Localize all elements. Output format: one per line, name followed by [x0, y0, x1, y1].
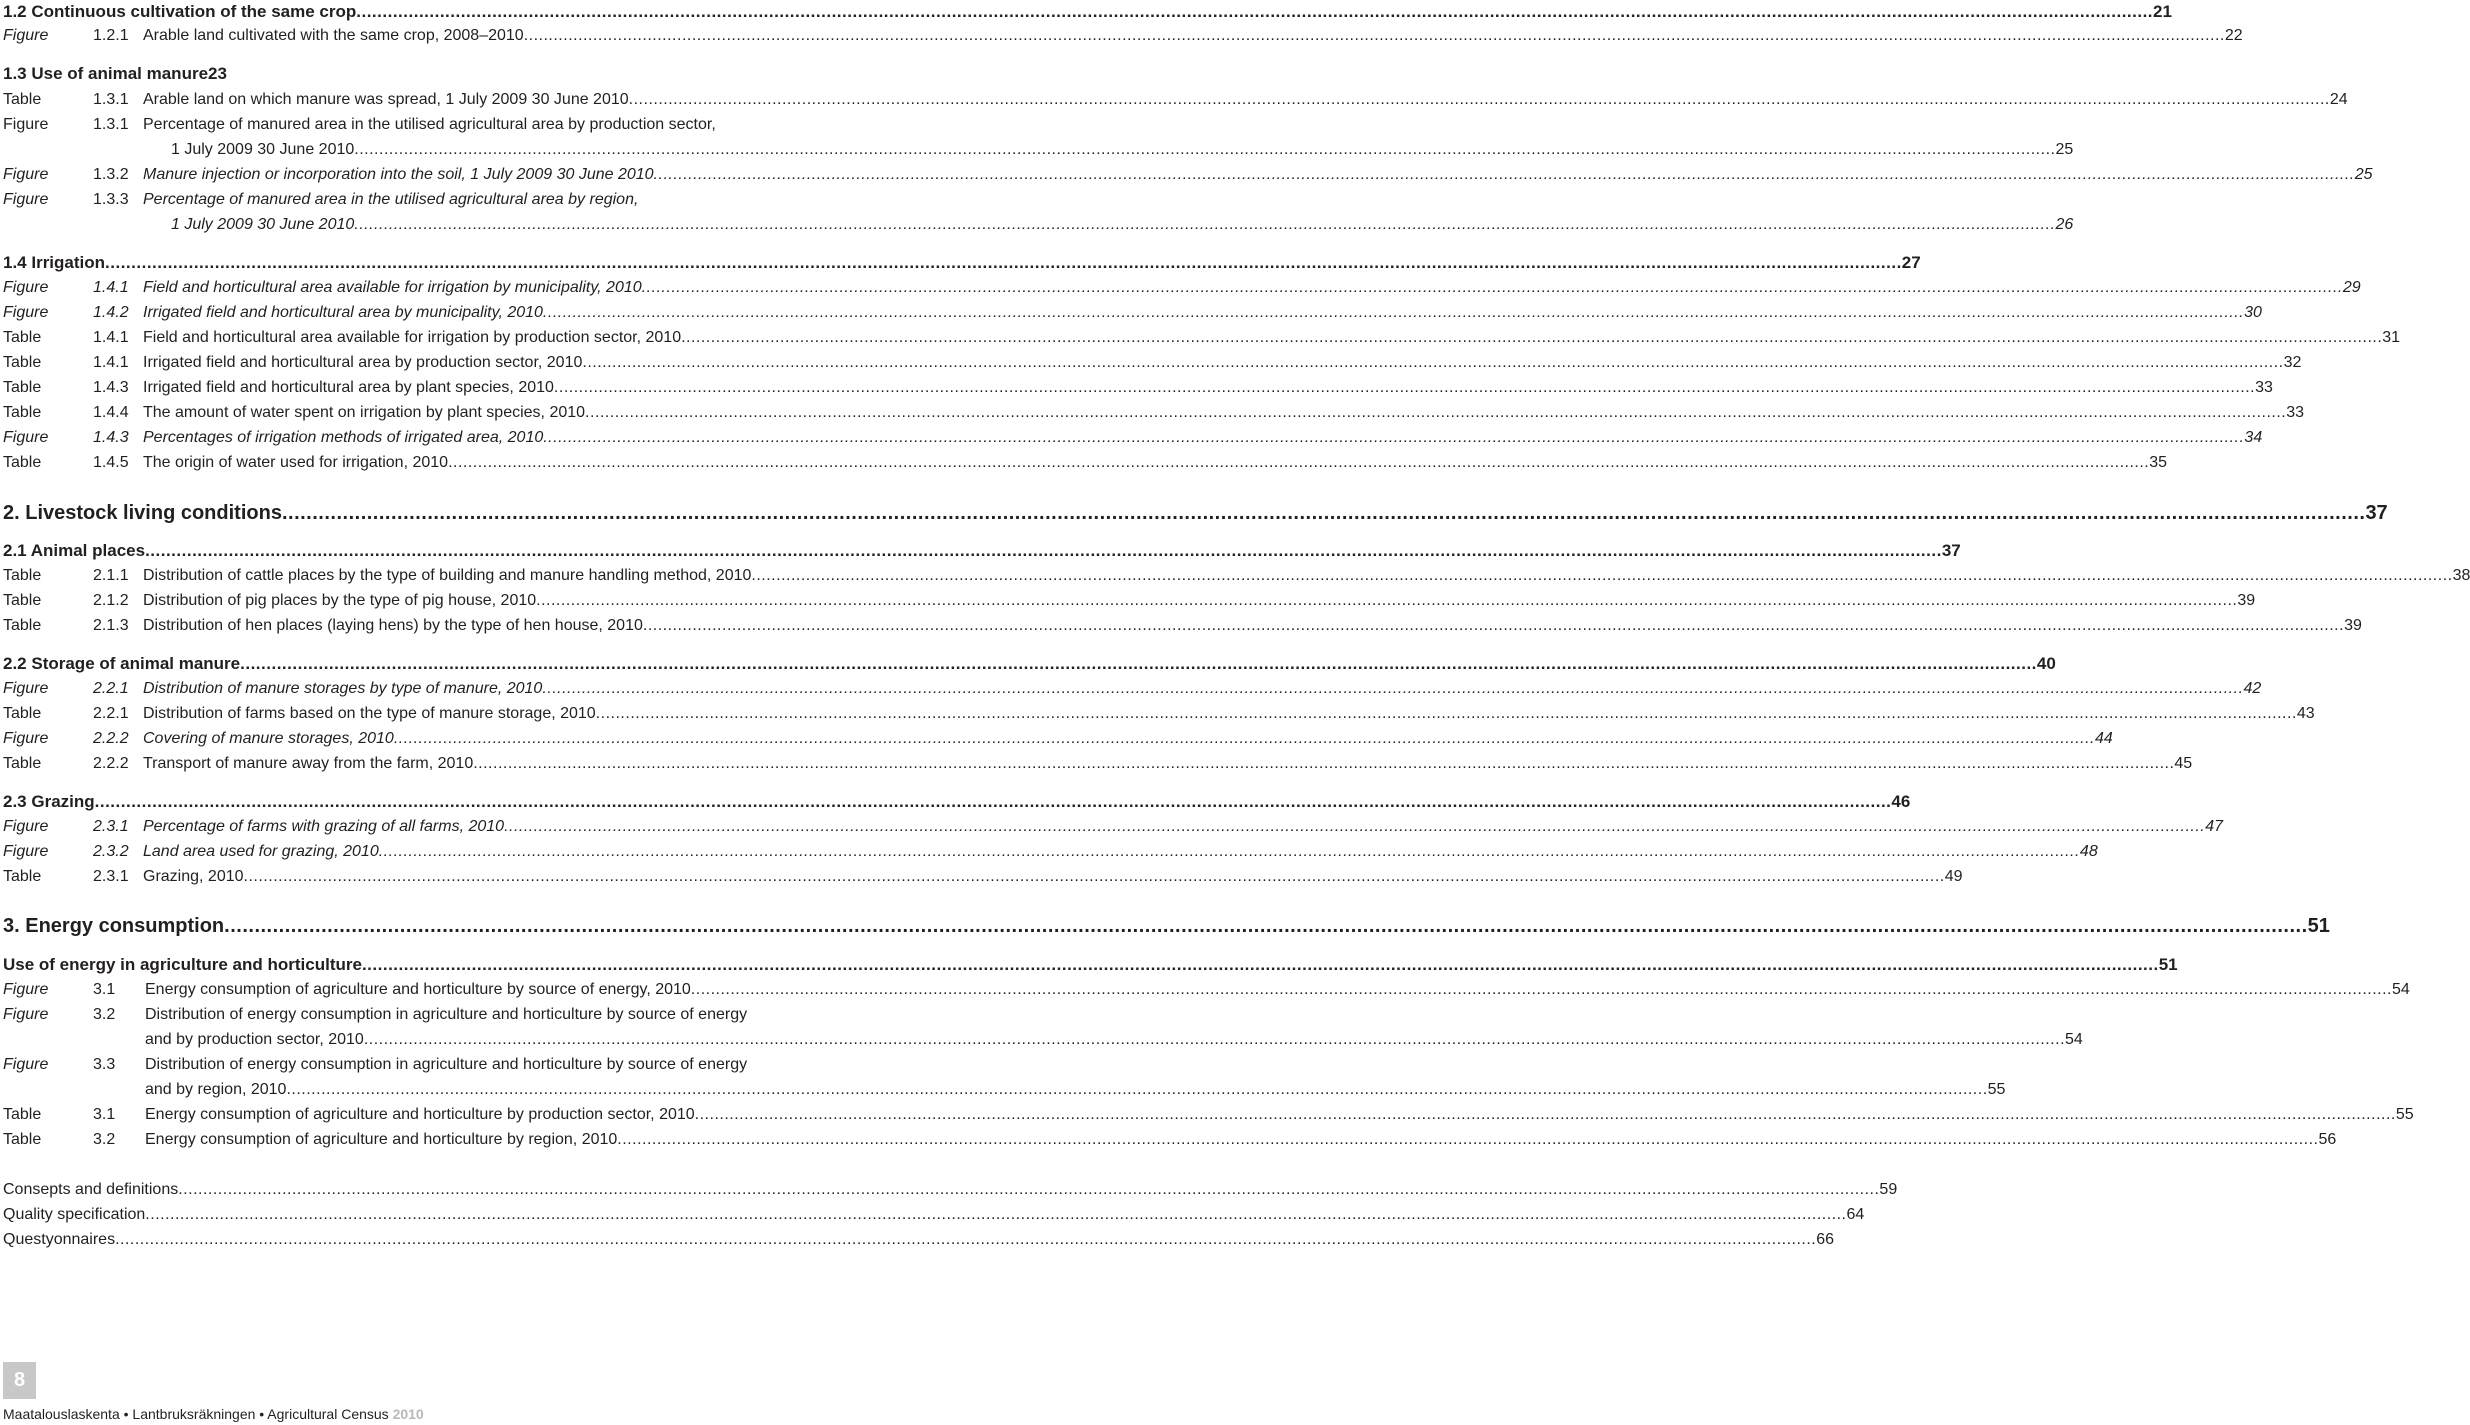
entry-title: Manure injection or incorporation into the soil, 1 July 2009 30 June 2010 [143, 166, 654, 183]
page-ref: 56 [2318, 1131, 2337, 1148]
toc-entry[interactable] [3, 401, 2305, 425]
toc-entry[interactable] [3, 677, 2262, 701]
leader-dots: ........................................................................................................................................................................................................................................................................................................................................................ [653, 166, 2355, 183]
leader-dots: ........................................................................................................................................................................................................................................................................................................................................................ [145, 1206, 1847, 1223]
page-ref: 54 [2065, 1031, 2083, 1048]
entry-number: 3.1 [93, 1106, 116, 1123]
page-ref: 51 [2158, 955, 2178, 974]
toc-entry-continuation[interactable] [3, 1078, 2006, 1102]
entry-kind: Table [3, 1106, 42, 1123]
entry-number: 3.2 [93, 1006, 116, 1023]
entry-number: 1.4.3 [93, 429, 129, 446]
page-ref: 42 [2243, 680, 2262, 697]
entry-number: 2.3.1 [93, 818, 129, 835]
entry-title: Percentage of manured area in the utilised agricultural area by region, [143, 191, 639, 208]
toc-entry[interactable] [3, 376, 2273, 400]
entry-title: The amount of water spent on irrigation by plant species, 2010 [143, 404, 586, 421]
page-ref: 43 [2296, 705, 2315, 722]
entry-title-line2: and by production sector, 2010 [145, 1031, 364, 1048]
entry-title: Percentages of irrigation methods of irrigated area, 2010 [143, 429, 544, 446]
toc-entry[interactable] [3, 1128, 2337, 1152]
entry-title: Grazing, 2010 [143, 868, 244, 885]
entry-number: 1.3.3 [93, 191, 129, 208]
entry-title: Field and horticultural area available for irrigation by municipality, 2010 [143, 279, 642, 296]
toc-entry[interactable] [3, 815, 2224, 839]
page-ref: 25 [2055, 141, 2074, 158]
toc-entry[interactable] [3, 188, 954, 212]
entry-kind: Table [3, 868, 42, 885]
toc-heading[interactable] [3, 539, 1961, 563]
entry-kind: Figure [3, 1056, 49, 1073]
leader-dots: ........................................................................................................................................................................................................................................................................................................................................................ [553, 379, 2256, 396]
entry-kind: Table [3, 379, 42, 396]
entry-kind: Table [3, 1131, 42, 1148]
toc-entry-continuation[interactable] [3, 213, 2074, 237]
toc-entry[interactable] [3, 1203, 1865, 1227]
entry-title: Field and horticultural area available for irrigation by production sector, 2010 [143, 329, 682, 346]
toc-entry[interactable] [3, 301, 2262, 325]
toc-entry[interactable] [3, 351, 2302, 375]
toc-heading[interactable] [3, 790, 1911, 814]
page-ref: 39 [2237, 592, 2256, 609]
entry-title: Energy consumption of agriculture and horticulture by production sector, 2010 [145, 1106, 695, 1123]
page-ref: 33 [2255, 379, 2273, 396]
toc-heading[interactable] [3, 652, 2056, 676]
page-number: 8 [3, 1362, 36, 1399]
page-ref: 21 [2153, 2, 2172, 21]
toc-heading[interactable] [3, 251, 1921, 275]
leader-dots: ........................................................................................................................................................................................................................................................................................................................................................ [240, 654, 2037, 673]
toc-entry-continuation[interactable] [3, 1028, 2083, 1052]
entry-number: 1.4.1 [93, 329, 129, 346]
leader-dots: ........................................................................................................................................................................................................................................................................................................................................................ [356, 2, 2154, 21]
heading-title: 2.2 Storage of animal manure [3, 654, 241, 673]
entry-title: Energy consumption of agriculture and horticulture by region, 2010 [145, 1131, 618, 1148]
leader-dots: ........................................................................................................................................................................................................................................................................................................................................................ [361, 955, 2159, 974]
entry-number: 1.4.3 [93, 379, 129, 396]
entry-number: 2.2.1 [93, 680, 129, 697]
page-ref: 32 [2283, 354, 2302, 371]
page-ref: 29 [2342, 279, 2361, 296]
page-ref: 46 [1891, 792, 1911, 811]
entry-number: 2.2.2 [93, 730, 129, 747]
entry-title: Percentage of manured area in the utilised agricultural area by production sector, [143, 116, 716, 133]
toc-entry[interactable] [3, 1178, 1898, 1202]
toc-entry[interactable] [3, 1003, 954, 1027]
entry-number: 1.4.4 [93, 404, 129, 421]
toc-entry[interactable] [3, 1103, 2414, 1127]
page-ref: 24 [2329, 91, 2348, 108]
leader-dots: ........................................................................................................................................................................................................................................................................................................................................................ [585, 404, 2287, 421]
entry-kind: Figure [3, 191, 49, 208]
leader-dots: ........................................................................................................................................................................................................................................................................................................................................................ [690, 981, 2392, 998]
entry-number: 2.2.1 [93, 705, 129, 722]
leader-dots: ........................................................................................................................................................................................................................................................................................................................................................ [694, 1106, 2396, 1123]
entry-title-line2: 1 July 2009 30 June 2010 [171, 141, 355, 158]
entry-title: Distribution of cattle places by the type of building and manure handling method, 2010 [143, 567, 752, 584]
toc-entry[interactable] [3, 564, 2470, 588]
toc-entry[interactable] [3, 589, 2256, 613]
page-ref: 54 [2391, 981, 2410, 998]
entry-kind: Figure [3, 304, 49, 321]
entry-title: Irrigated field and horticultural area by production sector, 2010 [143, 354, 583, 371]
page-ref: 38 [2452, 567, 2470, 584]
entry-number: 3.2 [93, 1131, 116, 1148]
toc-entry[interactable] [3, 276, 2361, 300]
leader-dots: ........................................................................................................................................................................................................................................................................................................................................................ [145, 541, 1942, 560]
leader-dots: ........................................................................................................................................................................................................................................................................................................................................................ [617, 1131, 2319, 1148]
page-ref: 33 [2286, 404, 2305, 421]
entry-number: 1.4.2 [93, 304, 129, 321]
page-ref: 55 [2395, 1106, 2414, 1123]
leader-dots: ........................................................................................................................................................................................................................................................................................................................................................ [354, 216, 2056, 233]
entry-title: The origin of water used for irrigation, 2010 [143, 454, 449, 471]
page-ref: 27 [1901, 253, 1921, 272]
entry-number: 2.1.3 [93, 617, 129, 634]
page-ref: 44 [2095, 730, 2113, 747]
page-ref: 39 [2344, 617, 2362, 634]
toc-entry[interactable] [3, 1053, 954, 1077]
page-ref: 48 [2079, 843, 2098, 860]
toc-chapter[interactable] [3, 912, 2330, 940]
footer-text: Maatalouslaskenta • Lantbruksräkningen • Agricultural Census [3, 1406, 393, 1422]
toc-entry[interactable] [3, 614, 2362, 638]
entry-title: Land area used for grazing, 2010 [143, 843, 379, 860]
leader-dots: ........................................................................................................................................................................................................................................................................................................................................................ [224, 915, 2308, 937]
footer [3, 1404, 424, 1424]
toc-entry[interactable] [3, 840, 2098, 864]
entry-kind: Figure [3, 680, 49, 697]
entry-kind: Figure [3, 279, 49, 296]
entry-title: Percentage of farms with grazing of all farms, 2010 [143, 818, 505, 835]
page-ref: 37 [1941, 541, 1961, 560]
entry-number: 1.3.2 [93, 166, 129, 183]
entry-kind: Table [3, 567, 42, 584]
entry-number: 1.3.1 [93, 116, 129, 133]
toc-entry[interactable] [3, 24, 2243, 48]
heading-title: 1.4 Irrigation [3, 253, 106, 272]
leader-dots: ........................................................................................................................................................................................................................................................................................................................................................ [595, 705, 2297, 722]
entry-kind: Table [3, 617, 42, 634]
toc-entry[interactable] [3, 978, 2410, 1002]
entry-number: 2.3.2 [93, 843, 129, 860]
leader-dots: ........................................................................................................................................................................................................................................................................................................................................................ [94, 792, 1892, 811]
toc-entry-continuation[interactable] [3, 138, 2074, 162]
leader-dots: ........................................................................................................................................................................................................................................................................................................................................................ [473, 755, 2175, 772]
entry-title-line2: and by region, 2010 [145, 1081, 287, 1098]
toc-entry[interactable] [3, 326, 2401, 350]
leader-dots: ........................................................................................................................................................................................................................................................................................................................................................ [681, 329, 2383, 346]
page-ref: 55 [1987, 1081, 2006, 1098]
leader-dots: ........................................................................................................................................................................................................................................................................................................................................................ [281, 502, 2366, 524]
toc-entry[interactable] [3, 426, 2263, 450]
chapter-title: 2. Livestock living conditions [3, 502, 282, 524]
leader-dots: ........................................................................................................................................................................................................................................................................................................................................................ [536, 592, 2238, 609]
entry-title: Covering of manure storages, 2010 [143, 730, 394, 747]
toc-entry[interactable] [3, 163, 2373, 187]
toc-entry[interactable] [3, 727, 2113, 751]
entry-kind: Figure [3, 981, 49, 998]
toc-entry[interactable] [3, 702, 2315, 726]
leader-dots: ........................................................................................................................................................................................................................................................................................................................................................ [543, 429, 2245, 446]
leader-dots: ........................................................................................................................................................................................................................................................................................................................................................ [582, 354, 2284, 371]
leader-dots: ........................................................................................................................................................................................................................................................................................................................................................ [448, 454, 2150, 471]
chapter-title: 3. Energy consumption [3, 915, 225, 937]
entry-number: 2.1.1 [93, 567, 129, 584]
toc-entry[interactable] [3, 865, 1963, 889]
entry-kind: Table [3, 454, 42, 471]
entry-title: Distribution of farms based on the type of manure storage, 2010 [143, 705, 596, 722]
footer-year: 2010 [392, 1406, 424, 1422]
entry-kind: Table [3, 91, 42, 108]
toc-entry[interactable] [3, 88, 2348, 112]
page-ref: 49 [1944, 868, 1963, 885]
heading-title: Use of energy in agriculture and horticulture [3, 955, 362, 974]
toc-entry[interactable] [3, 1228, 1835, 1252]
leader-dots: ........................................................................................................................................................................................................................................................................................................................................................ [641, 279, 2343, 296]
leader-dots: ........................................................................................................................................................................................................................................................................................................................................................ [628, 91, 2330, 108]
toc-entry[interactable] [3, 752, 2193, 776]
entry-kind: Table [3, 404, 42, 421]
entry-title: Quality specification [3, 1206, 146, 1223]
page-ref: 25 [2354, 166, 2373, 183]
entry-title: Distribution of pig places by the type of pig house, 2010 [143, 592, 537, 609]
entry-title: Transport of manure away from the farm, 2010 [143, 755, 474, 772]
entry-title: Distribution of hen places (laying hens) by the type of hen house, 2010 [143, 617, 643, 634]
entry-number: 3.1 [93, 981, 116, 998]
entry-kind: Table [3, 354, 42, 371]
leader-dots: ........................................................................................................................................................................................................................................................................................................................................................ [354, 141, 2056, 158]
toc-heading[interactable] [3, 953, 2178, 977]
page-ref: 35 [2149, 454, 2168, 471]
entry-number: 2.3.1 [93, 868, 129, 885]
entry-number: 1.3.1 [93, 91, 129, 108]
page-ref: 31 [2382, 329, 2401, 346]
entry-title: Arable land cultivated with the same crop, 2008–2010 [143, 27, 524, 44]
page-ref: 37 [2365, 502, 2388, 524]
entry-title: Arable land on which manure was spread, 1 July 2009 30 June 2010 [143, 91, 629, 108]
page-ref: 59 [1879, 1181, 1898, 1198]
page-ref: 64 [1846, 1206, 1865, 1223]
entry-kind: Table [3, 755, 42, 772]
leader-dots: ........................................................................................................................................................................................................................................................................................................................................................ [286, 1081, 1988, 1098]
entry-number: 1.4.5 [93, 454, 129, 471]
heading-title: 1.2 Continuous cultivation of the same crop [3, 2, 357, 21]
page-ref: 34 [2244, 429, 2263, 446]
entry-title: Energy consumption of agriculture and horticulture by source of energy, 2010 [145, 981, 691, 998]
entry-title: Irrigated field and horticultural area by municipality, 2010 [143, 304, 543, 321]
leader-dots: ........................................................................................................................................................................................................................................................................................................................................................ [542, 680, 2244, 697]
page-ref: 30 [2244, 304, 2262, 321]
entry-kind: Table [3, 592, 42, 609]
leader-dots: ........................................................................................................................................................................................................................................................................................................................................................ [523, 27, 2225, 44]
page-ref: 51 [2307, 915, 2330, 937]
entry-title: Irrigated field and horticultural area by plant species, 2010 [143, 379, 554, 396]
entry-number: 1.4.1 [93, 279, 129, 296]
heading-title: 2.3 Grazing [3, 792, 95, 811]
entry-kind: Figure [3, 116, 49, 133]
entry-kind: Figure [3, 166, 49, 183]
page-ref: 40 [2036, 654, 2056, 673]
entry-kind: Figure [3, 843, 49, 860]
leader-dots: ........................................................................................................................................................................................................................................................................................................................................................ [542, 304, 2245, 321]
entry-kind: Figure [3, 818, 49, 835]
entry-title: Distribution of manure storages by type of manure, 2010 [143, 680, 543, 697]
entry-kind: Figure [3, 730, 49, 747]
leader-dots: ........................................................................................................................................................................................................................................................................................................................................................ [243, 868, 1945, 885]
leader-dots: ........................................................................................................................................................................................................................................................................................................................................................ [115, 1231, 1817, 1248]
entry-title: Questyonnaires [3, 1231, 116, 1248]
page-ref: 45 [2174, 755, 2193, 772]
page-ref: 22 [2224, 27, 2243, 44]
entry-kind: Figure [3, 429, 49, 446]
entry-title: Distribution of energy consumption in agriculture and horticulture by source of energy [145, 1006, 748, 1023]
entry-title: Distribution of energy consumption in agriculture and horticulture by source of energy [145, 1056, 748, 1073]
entry-number: 1.2.1 [93, 27, 129, 44]
leader-dots: ........................................................................................................................................................................................................................................................................................................................................................ [751, 567, 2453, 584]
leader-dots: ........................................................................................................................................................................................................................................................................................................................................................ [378, 843, 2080, 860]
page-ref: 66 [1816, 1231, 1835, 1248]
toc-entry[interactable] [3, 451, 2168, 475]
toc-heading[interactable] [3, 0, 2172, 24]
toc-entry[interactable] [3, 113, 954, 137]
page-ref: 26 [2055, 216, 2074, 233]
leader-dots: ........................................................................................................................................................................................................................................................................................................................................................ [504, 818, 2206, 835]
toc-heading[interactable] [3, 62, 954, 86]
entry-number: 2.1.2 [93, 592, 129, 609]
leader-dots: ........................................................................................................................................................................................................................................................................................................................................................ [363, 1031, 2066, 1048]
entry-kind: Table [3, 329, 42, 346]
heading-title: 2.1 Animal places [3, 541, 146, 560]
entry-number: 1.4.1 [93, 354, 129, 371]
leader-dots: ........................................................................................................................................................................................................................................................................................................................................................ [393, 730, 2095, 747]
heading-title: 1.3 Use of animal manure23 [3, 64, 227, 83]
entry-title-line2: 1 July 2009 30 June 2010 [171, 216, 355, 233]
leader-dots: ........................................................................................................................................................................................................................................................................................................................................................ [105, 253, 1902, 272]
page-ref: 47 [2205, 818, 2224, 835]
entry-kind: Figure [3, 1006, 49, 1023]
leader-dots: ........................................................................................................................................................................................................................................................................................................................................................ [178, 1181, 1880, 1198]
entry-number: 2.2.2 [93, 755, 129, 772]
leader-dots: ........................................................................................................................................................................................................................................................................................................................................................ [642, 617, 2345, 634]
entry-kind: Table [3, 705, 42, 722]
entry-kind: Figure [3, 27, 49, 44]
entry-title: Consepts and definitions [3, 1181, 179, 1198]
entry-number: 3.3 [93, 1056, 116, 1073]
toc-chapter[interactable] [3, 499, 2388, 527]
